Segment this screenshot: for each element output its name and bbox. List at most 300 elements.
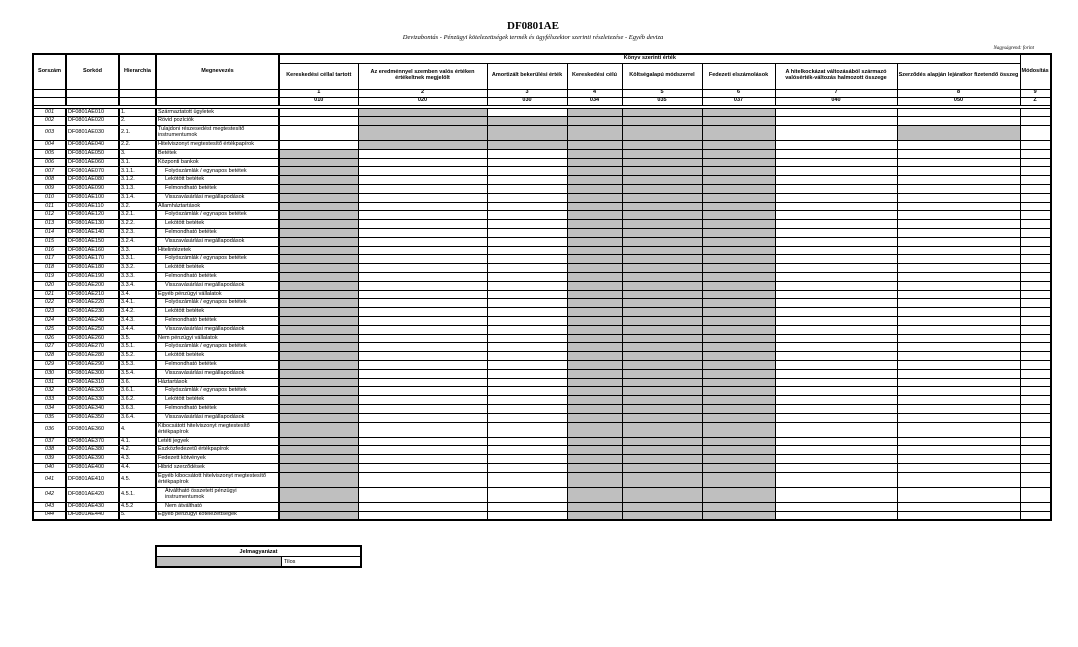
data-cell[interactable] [487, 455, 567, 464]
forbidden-cell [358, 141, 487, 150]
modification-cell[interactable] [1020, 502, 1051, 511]
modification-cell[interactable] [1020, 273, 1051, 282]
data-cell[interactable] [897, 167, 1020, 176]
data-cell[interactable] [358, 308, 487, 317]
data-cell[interactable] [358, 472, 487, 487]
data-cell[interactable] [897, 149, 1020, 158]
data-cell[interactable] [897, 211, 1020, 220]
row-sorszam: 043 [33, 502, 66, 511]
forbidden-cell [702, 273, 775, 282]
modification-cell[interactable] [1020, 422, 1051, 437]
data-cell[interactable] [487, 317, 567, 326]
modification-cell[interactable] [1020, 185, 1051, 194]
table-row [33, 117, 1051, 126]
row-sorszam: 028 [33, 352, 66, 361]
row-sorszam: 007 [33, 167, 66, 176]
data-cell[interactable] [775, 185, 897, 194]
forbidden-cell [279, 361, 358, 370]
data-cell[interactable] [897, 273, 1020, 282]
row-sorkod: DF0801AE090 [66, 185, 119, 194]
data-cell[interactable] [487, 369, 567, 378]
table-row [33, 167, 1051, 176]
forbidden-cell [702, 149, 775, 158]
data-cell[interactable] [775, 141, 897, 150]
data-cell[interactable] [775, 220, 897, 229]
data-cell[interactable] [358, 167, 487, 176]
data-cell[interactable] [487, 281, 567, 290]
row-sorkod: DF0801AE350 [66, 413, 119, 422]
data-cell[interactable] [775, 211, 897, 220]
table-row [33, 237, 1051, 246]
data-cell[interactable] [775, 369, 897, 378]
row-megnevezes: Központi bankok [156, 158, 279, 167]
data-cell[interactable] [487, 290, 567, 299]
data-cell[interactable] [358, 202, 487, 211]
data-cell[interactable] [358, 220, 487, 229]
data-cell[interactable] [897, 334, 1020, 343]
column-header: A hitelkockázat változásából származó valósérték-változás halmozott összege [775, 63, 897, 89]
data-cell[interactable] [358, 273, 487, 282]
data-cell[interactable] [897, 220, 1020, 229]
data-cell[interactable] [358, 387, 487, 396]
data-cell[interactable] [897, 117, 1020, 126]
data-cell[interactable] [358, 446, 487, 455]
modification-cell[interactable] [1020, 141, 1051, 150]
data-cell[interactable] [775, 108, 897, 117]
data-cell[interactable] [358, 290, 487, 299]
legend-swatch [156, 557, 282, 568]
data-cell[interactable] [897, 463, 1020, 472]
data-cell[interactable] [358, 246, 487, 255]
modification-cell[interactable] [1020, 437, 1051, 446]
modification-cell[interactable] [1020, 117, 1051, 126]
row-hierarchia: 3.3.3. [119, 273, 156, 282]
data-cell[interactable] [487, 264, 567, 273]
data-cell[interactable] [897, 369, 1020, 378]
data-cell[interactable] [487, 472, 567, 487]
modification-cell[interactable] [1020, 511, 1051, 520]
data-cell[interactable] [775, 264, 897, 273]
data-cell[interactable] [897, 472, 1020, 487]
modification-cell[interactable] [1020, 229, 1051, 238]
modification-cell[interactable] [1020, 487, 1051, 502]
data-cell[interactable] [775, 511, 897, 520]
forbidden-cell [567, 511, 622, 520]
modification-cell[interactable] [1020, 220, 1051, 229]
data-cell[interactable] [897, 455, 1020, 464]
row-megnevezes: Eszközfedezetű értékpapírok [156, 446, 279, 455]
data-cell[interactable] [358, 502, 487, 511]
data-cell[interactable] [358, 378, 487, 387]
row-sorkod: DF0801AE280 [66, 352, 119, 361]
modification-cell[interactable] [1020, 308, 1051, 317]
data-cell[interactable] [487, 167, 567, 176]
data-cell[interactable] [487, 202, 567, 211]
forbidden-cell [567, 325, 622, 334]
data-cell[interactable] [358, 229, 487, 238]
row-sorszam: 036 [33, 422, 66, 437]
data-cell[interactable] [897, 193, 1020, 202]
modification-cell[interactable] [1020, 299, 1051, 308]
data-cell[interactable] [775, 437, 897, 446]
data-cell[interactable] [897, 437, 1020, 446]
data-cell[interactable] [897, 343, 1020, 352]
data-cell[interactable] [487, 273, 567, 282]
data-cell[interactable] [775, 413, 897, 422]
data-cell[interactable] [487, 361, 567, 370]
data-cell[interactable] [775, 176, 897, 185]
data-cell[interactable] [897, 237, 1020, 246]
data-cell[interactable] [279, 126, 358, 141]
modification-cell[interactable] [1020, 176, 1051, 185]
data-cell[interactable] [358, 369, 487, 378]
table-row [33, 246, 1051, 255]
table-row [33, 299, 1051, 308]
forbidden-cell [702, 387, 775, 396]
data-cell[interactable] [487, 176, 567, 185]
modification-cell[interactable] [1020, 405, 1051, 414]
data-cell[interactable] [775, 158, 897, 167]
modification-cell[interactable] [1020, 352, 1051, 361]
data-cell[interactable] [358, 255, 487, 264]
modification-cell[interactable] [1020, 211, 1051, 220]
modification-cell[interactable] [1020, 325, 1051, 334]
row-hierarchia: 4.1. [119, 437, 156, 446]
row-megnevezes: Visszavásárlási megállapodások [156, 325, 279, 334]
forbidden-cell [622, 211, 702, 220]
forbidden-cell [702, 246, 775, 255]
data-cell[interactable] [897, 405, 1020, 414]
data-cell[interactable] [775, 281, 897, 290]
data-cell[interactable] [897, 246, 1020, 255]
forbidden-cell [622, 299, 702, 308]
data-cell[interactable] [897, 413, 1020, 422]
forbidden-cell [567, 317, 622, 326]
data-cell[interactable] [897, 422, 1020, 437]
data-cell[interactable] [487, 487, 567, 502]
data-cell[interactable] [487, 211, 567, 220]
data-cell[interactable] [358, 511, 487, 520]
data-cell[interactable] [897, 158, 1020, 167]
data-cell[interactable] [897, 325, 1020, 334]
data-cell[interactable] [358, 455, 487, 464]
data-cell[interactable] [358, 352, 487, 361]
column-code: 020 [358, 97, 487, 105]
forbidden-cell [567, 273, 622, 282]
data-cell[interactable] [358, 299, 487, 308]
row-hierarchia: 3.6.1. [119, 387, 156, 396]
modification-cell[interactable] [1020, 463, 1051, 472]
data-cell[interactable] [487, 502, 567, 511]
data-cell[interactable] [775, 290, 897, 299]
modification-cell[interactable] [1020, 361, 1051, 370]
data-cell[interactable] [487, 378, 567, 387]
data-cell[interactable] [487, 325, 567, 334]
forbidden-cell [279, 308, 358, 317]
data-cell[interactable] [358, 437, 487, 446]
data-cell[interactable] [897, 299, 1020, 308]
data-cell[interactable] [775, 149, 897, 158]
data-cell[interactable] [897, 387, 1020, 396]
row-hierarchia: 3.1.4. [119, 193, 156, 202]
data-cell[interactable] [897, 361, 1020, 370]
modification-cell[interactable] [1020, 149, 1051, 158]
data-cell[interactable] [897, 502, 1020, 511]
data-cell[interactable] [487, 193, 567, 202]
forbidden-cell [702, 126, 775, 141]
modification-cell[interactable] [1020, 378, 1051, 387]
data-cell[interactable] [897, 176, 1020, 185]
data-cell[interactable] [897, 317, 1020, 326]
data-cell[interactable] [775, 237, 897, 246]
data-cell[interactable] [775, 378, 897, 387]
data-cell[interactable] [775, 387, 897, 396]
data-cell[interactable] [897, 511, 1020, 520]
data-cell[interactable] [487, 446, 567, 455]
data-cell[interactable] [487, 334, 567, 343]
forbidden-cell [702, 334, 775, 343]
table-row [33, 396, 1051, 405]
data-cell[interactable] [897, 202, 1020, 211]
forbidden-cell [702, 299, 775, 308]
data-cell[interactable] [358, 158, 487, 167]
data-cell[interactable] [358, 361, 487, 370]
data-cell[interactable] [775, 167, 897, 176]
data-cell[interactable] [897, 308, 1020, 317]
data-cell[interactable] [775, 334, 897, 343]
data-cell[interactable] [897, 487, 1020, 502]
data-cell[interactable] [775, 246, 897, 255]
data-cell[interactable] [358, 422, 487, 437]
data-cell[interactable] [775, 202, 897, 211]
data-cell[interactable] [487, 413, 567, 422]
data-cell[interactable] [358, 325, 487, 334]
modification-cell[interactable] [1020, 126, 1051, 141]
modification-cell[interactable] [1020, 290, 1051, 299]
column-number: 1 [279, 89, 358, 97]
forbidden-cell [279, 167, 358, 176]
data-cell[interactable] [358, 413, 487, 422]
forbidden-cell [567, 108, 622, 117]
forbidden-cell [567, 463, 622, 472]
data-cell[interactable] [358, 343, 487, 352]
modification-cell[interactable] [1020, 317, 1051, 326]
data-cell[interactable] [775, 193, 897, 202]
data-cell[interactable] [487, 255, 567, 264]
modification-cell[interactable] [1020, 246, 1051, 255]
row-sorkod: DF0801AE010 [66, 108, 119, 117]
data-cell[interactable] [775, 463, 897, 472]
data-cell[interactable] [775, 343, 897, 352]
data-cell[interactable] [775, 325, 897, 334]
data-cell[interactable] [279, 108, 358, 117]
data-cell[interactable] [897, 185, 1020, 194]
data-cell[interactable] [487, 437, 567, 446]
data-cell[interactable] [897, 229, 1020, 238]
modification-cell[interactable] [1020, 237, 1051, 246]
forbidden-cell [567, 446, 622, 455]
forbidden-cell [622, 176, 702, 185]
data-cell[interactable] [487, 422, 567, 437]
forbidden-cell [567, 387, 622, 396]
row-megnevezes: Származtatott ügyletek [156, 108, 279, 117]
legend [155, 545, 362, 568]
data-cell[interactable] [487, 396, 567, 405]
data-cell[interactable] [358, 487, 487, 502]
modification-cell[interactable] [1020, 413, 1051, 422]
data-cell[interactable] [775, 455, 897, 464]
row-megnevezes: Államháztartások [156, 202, 279, 211]
data-cell[interactable] [897, 255, 1020, 264]
modification-cell[interactable] [1020, 369, 1051, 378]
data-cell[interactable] [358, 193, 487, 202]
data-cell[interactable] [775, 255, 897, 264]
data-cell[interactable] [775, 396, 897, 405]
data-cell[interactable] [358, 405, 487, 414]
data-cell[interactable] [897, 396, 1020, 405]
forbidden-cell [702, 405, 775, 414]
modification-cell[interactable] [1020, 202, 1051, 211]
data-cell[interactable] [358, 281, 487, 290]
forbidden-cell [567, 220, 622, 229]
modification-cell[interactable] [1020, 281, 1051, 290]
data-cell[interactable] [487, 158, 567, 167]
forbidden-cell [702, 281, 775, 290]
data-cell[interactable] [487, 185, 567, 194]
forbidden-cell [702, 446, 775, 455]
row-hierarchia: 1. [119, 108, 156, 117]
modification-cell[interactable] [1020, 343, 1051, 352]
data-cell[interactable] [487, 511, 567, 520]
row-hierarchia: 4.4. [119, 463, 156, 472]
forbidden-cell [702, 264, 775, 273]
data-cell[interactable] [358, 237, 487, 246]
data-cell[interactable] [897, 264, 1020, 273]
row-hierarchia: 3.5.1. [119, 343, 156, 352]
data-cell[interactable] [897, 281, 1020, 290]
data-cell[interactable] [897, 446, 1020, 455]
forbidden-cell [279, 273, 358, 282]
modification-cell[interactable] [1020, 396, 1051, 405]
forbidden-cell [702, 369, 775, 378]
modification-cell[interactable] [1020, 446, 1051, 455]
row-sorkod: DF0801AE210 [66, 290, 119, 299]
data-cell[interactable] [775, 229, 897, 238]
data-cell[interactable] [775, 299, 897, 308]
data-cell[interactable] [487, 237, 567, 246]
modification-cell[interactable] [1020, 387, 1051, 396]
data-cell[interactable] [487, 343, 567, 352]
data-cell[interactable] [487, 463, 567, 472]
data-cell[interactable] [487, 387, 567, 396]
forbidden-cell [622, 229, 702, 238]
data-cell[interactable] [775, 502, 897, 511]
forbidden-cell [702, 308, 775, 317]
data-cell[interactable] [897, 352, 1020, 361]
modification-cell[interactable] [1020, 334, 1051, 343]
data-cell[interactable] [775, 472, 897, 487]
data-cell[interactable] [487, 149, 567, 158]
data-cell[interactable] [487, 246, 567, 255]
modification-cell[interactable] [1020, 264, 1051, 273]
data-cell[interactable] [897, 141, 1020, 150]
data-cell[interactable] [775, 352, 897, 361]
data-cell[interactable] [775, 446, 897, 455]
data-cell[interactable] [358, 264, 487, 273]
data-cell[interactable] [775, 317, 897, 326]
data-cell[interactable] [487, 108, 567, 117]
data-cell[interactable] [775, 405, 897, 414]
data-cell[interactable] [358, 211, 487, 220]
data-cell[interactable] [775, 126, 897, 141]
row-megnevezes: Tulajdoni részesedést megtestesítő instrumentumok [156, 126, 279, 141]
modification-cell[interactable] [1020, 472, 1051, 487]
data-cell[interactable] [775, 117, 897, 126]
data-cell[interactable] [279, 117, 358, 126]
data-cell[interactable] [897, 290, 1020, 299]
row-sorkod: DF0801AE250 [66, 325, 119, 334]
forbidden-cell [279, 281, 358, 290]
data-cell[interactable] [775, 487, 897, 502]
data-cell[interactable] [775, 273, 897, 282]
data-cell[interactable] [358, 463, 487, 472]
table-row [33, 325, 1051, 334]
modification-cell[interactable] [1020, 158, 1051, 167]
row-hierarchia: 3.1.1. [119, 167, 156, 176]
column-header: Amortizált bekerülési érték [487, 63, 567, 89]
data-cell[interactable] [358, 149, 487, 158]
row-sorszam: 038 [33, 446, 66, 455]
data-cell[interactable] [358, 396, 487, 405]
data-cell[interactable] [358, 176, 487, 185]
forbidden-cell [622, 405, 702, 414]
column-code: 037 [702, 97, 775, 105]
row-sorkod: DF0801AE410 [66, 472, 119, 487]
forbidden-cell [702, 237, 775, 246]
row-hierarchia: 3.1. [119, 158, 156, 167]
row-megnevezes: Rövid pozíciók [156, 117, 279, 126]
data-cell[interactable] [775, 361, 897, 370]
data-cell[interactable] [487, 299, 567, 308]
modification-cell[interactable] [1020, 108, 1051, 117]
data-cell[interactable] [358, 334, 487, 343]
data-cell[interactable] [358, 185, 487, 194]
data-cell[interactable] [487, 220, 567, 229]
modification-cell[interactable] [1020, 167, 1051, 176]
data-cell[interactable] [897, 108, 1020, 117]
row-megnevezes: Folyószámlák / egynapos betétek [156, 211, 279, 220]
data-cell[interactable] [897, 378, 1020, 387]
data-cell[interactable] [279, 141, 358, 150]
data-cell[interactable] [487, 229, 567, 238]
data-cell[interactable] [775, 308, 897, 317]
data-cell[interactable] [487, 405, 567, 414]
modification-cell[interactable] [1020, 455, 1051, 464]
data-cell[interactable] [358, 317, 487, 326]
modification-cell[interactable] [1020, 193, 1051, 202]
data-cell[interactable] [487, 352, 567, 361]
forbidden-cell [622, 396, 702, 405]
row-sorszam: 016 [33, 246, 66, 255]
modification-cell[interactable] [1020, 255, 1051, 264]
row-sorszam: 034 [33, 405, 66, 414]
forbidden-cell [279, 343, 358, 352]
data-cell[interactable] [487, 308, 567, 317]
row-hierarchia: 4.2. [119, 446, 156, 455]
row-sorszam: 031 [33, 378, 66, 387]
sorkod-header: Sorkód [66, 54, 119, 89]
data-cell[interactable] [775, 422, 897, 437]
